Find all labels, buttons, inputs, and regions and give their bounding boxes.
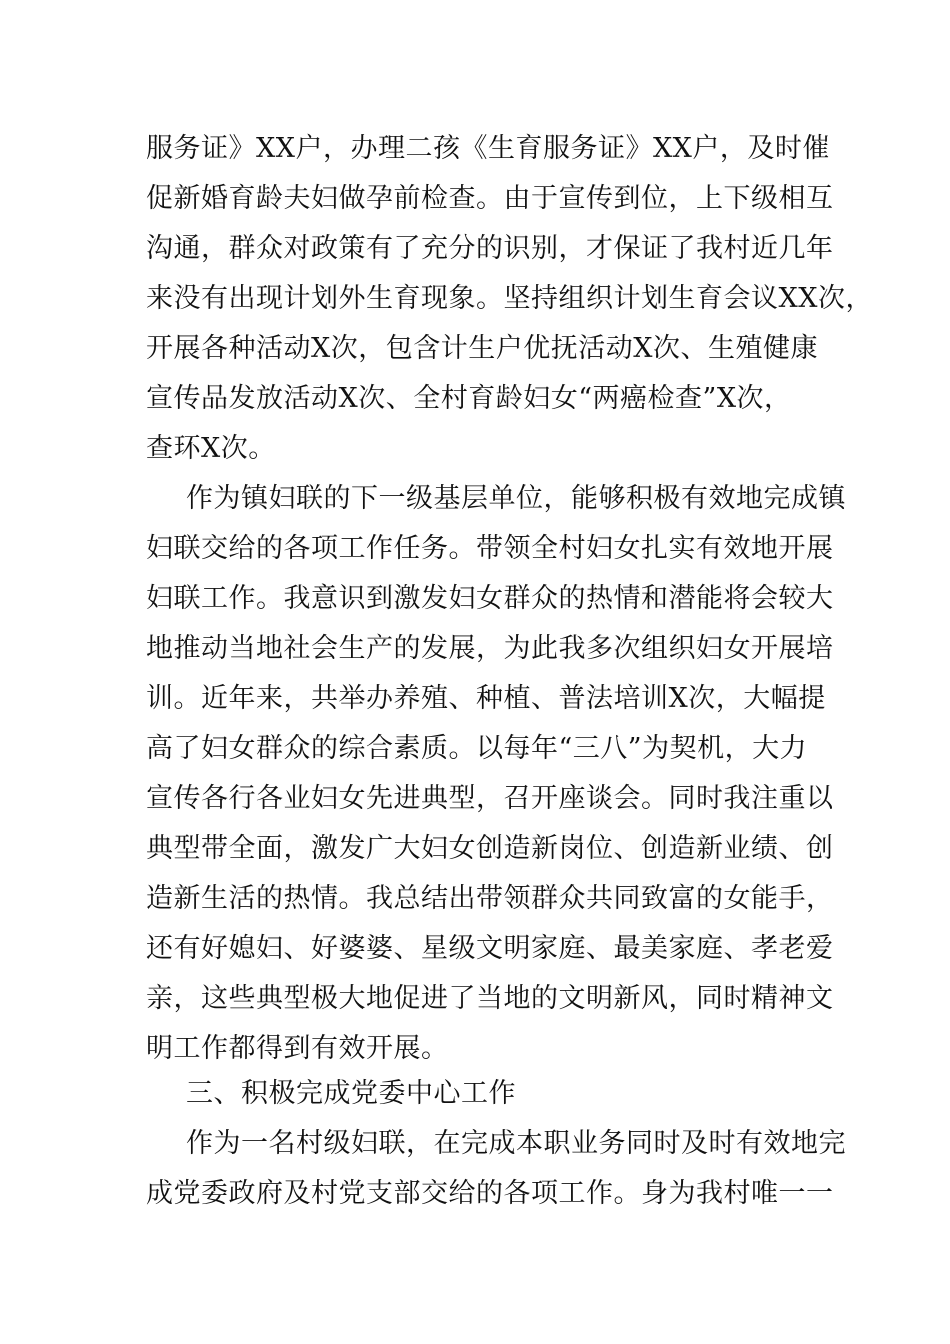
- text-line: 宣传品发放活动X次、全村育龄妇女“两癌检查”X次，: [146, 383, 792, 414]
- text-line: 宣传各行各业妇女先进典型，召开座谈会。同时我注重以: [146, 783, 834, 814]
- text-line: 还有好媳妇、好婆婆、星级文明家庭、最美家庭、孝老爱: [146, 933, 834, 964]
- text-line: 查环X次。: [146, 433, 276, 464]
- text-line: 妇联交给的各项工作任务。带领全村妇女扎实有效地开展: [146, 533, 834, 564]
- text-line: 明工作都得到有效开展。: [146, 1033, 449, 1064]
- paragraph-start-line: 作为镇妇联的下一级基层单位，能够积极有效地完成镇: [186, 483, 846, 514]
- text-line: 亲，这些典型极大地促进了当地的文明新风，同时精神文: [146, 983, 834, 1014]
- text-line: 高了妇女群众的综合素质。以每年“三八”为契机，大力: [146, 733, 808, 764]
- text-line: 造新生活的热情。我总结出带领群众共同致富的女能手，: [146, 883, 834, 914]
- text-line: 典型带全面，激发广大妇女创造新岗位、创造新业绩、创: [146, 833, 834, 864]
- text-line: 促新婚育龄夫妇做孕前检查。由于宣传到位，上下级相互: [146, 183, 834, 214]
- paragraph-start-line: 作为一名村级妇联，在完成本职业务同时及时有效地完: [186, 1128, 846, 1159]
- text-line: 训。近年来，共举办养殖、种植、普法培训X次，大幅提: [146, 683, 826, 714]
- text-line: 妇联工作。我意识到激发妇女群众的热情和潜能将会较大: [146, 583, 834, 614]
- text-line: 服务证》XX户，办理二孩《生育服务证》XX户，及时催: [146, 133, 830, 164]
- text-line: 沟通，群众对政策有了充分的识别，才保证了我村近几年: [146, 233, 834, 264]
- section-heading: 三、积极完成党委中心工作: [186, 1078, 516, 1109]
- text-line: 来没有出现计划外生育现象。坚持组织计划生育会议XX次，: [146, 283, 873, 314]
- text-line: 地推动当地社会生产的发展，为此我多次组织妇女开展培: [146, 633, 834, 664]
- text-line: 成党委政府及村党支部交给的各项工作。身为我村唯一一: [146, 1178, 834, 1209]
- text-line: 开展各种活动X次，包含计生户优抚活动X次、生殖健康: [146, 333, 818, 364]
